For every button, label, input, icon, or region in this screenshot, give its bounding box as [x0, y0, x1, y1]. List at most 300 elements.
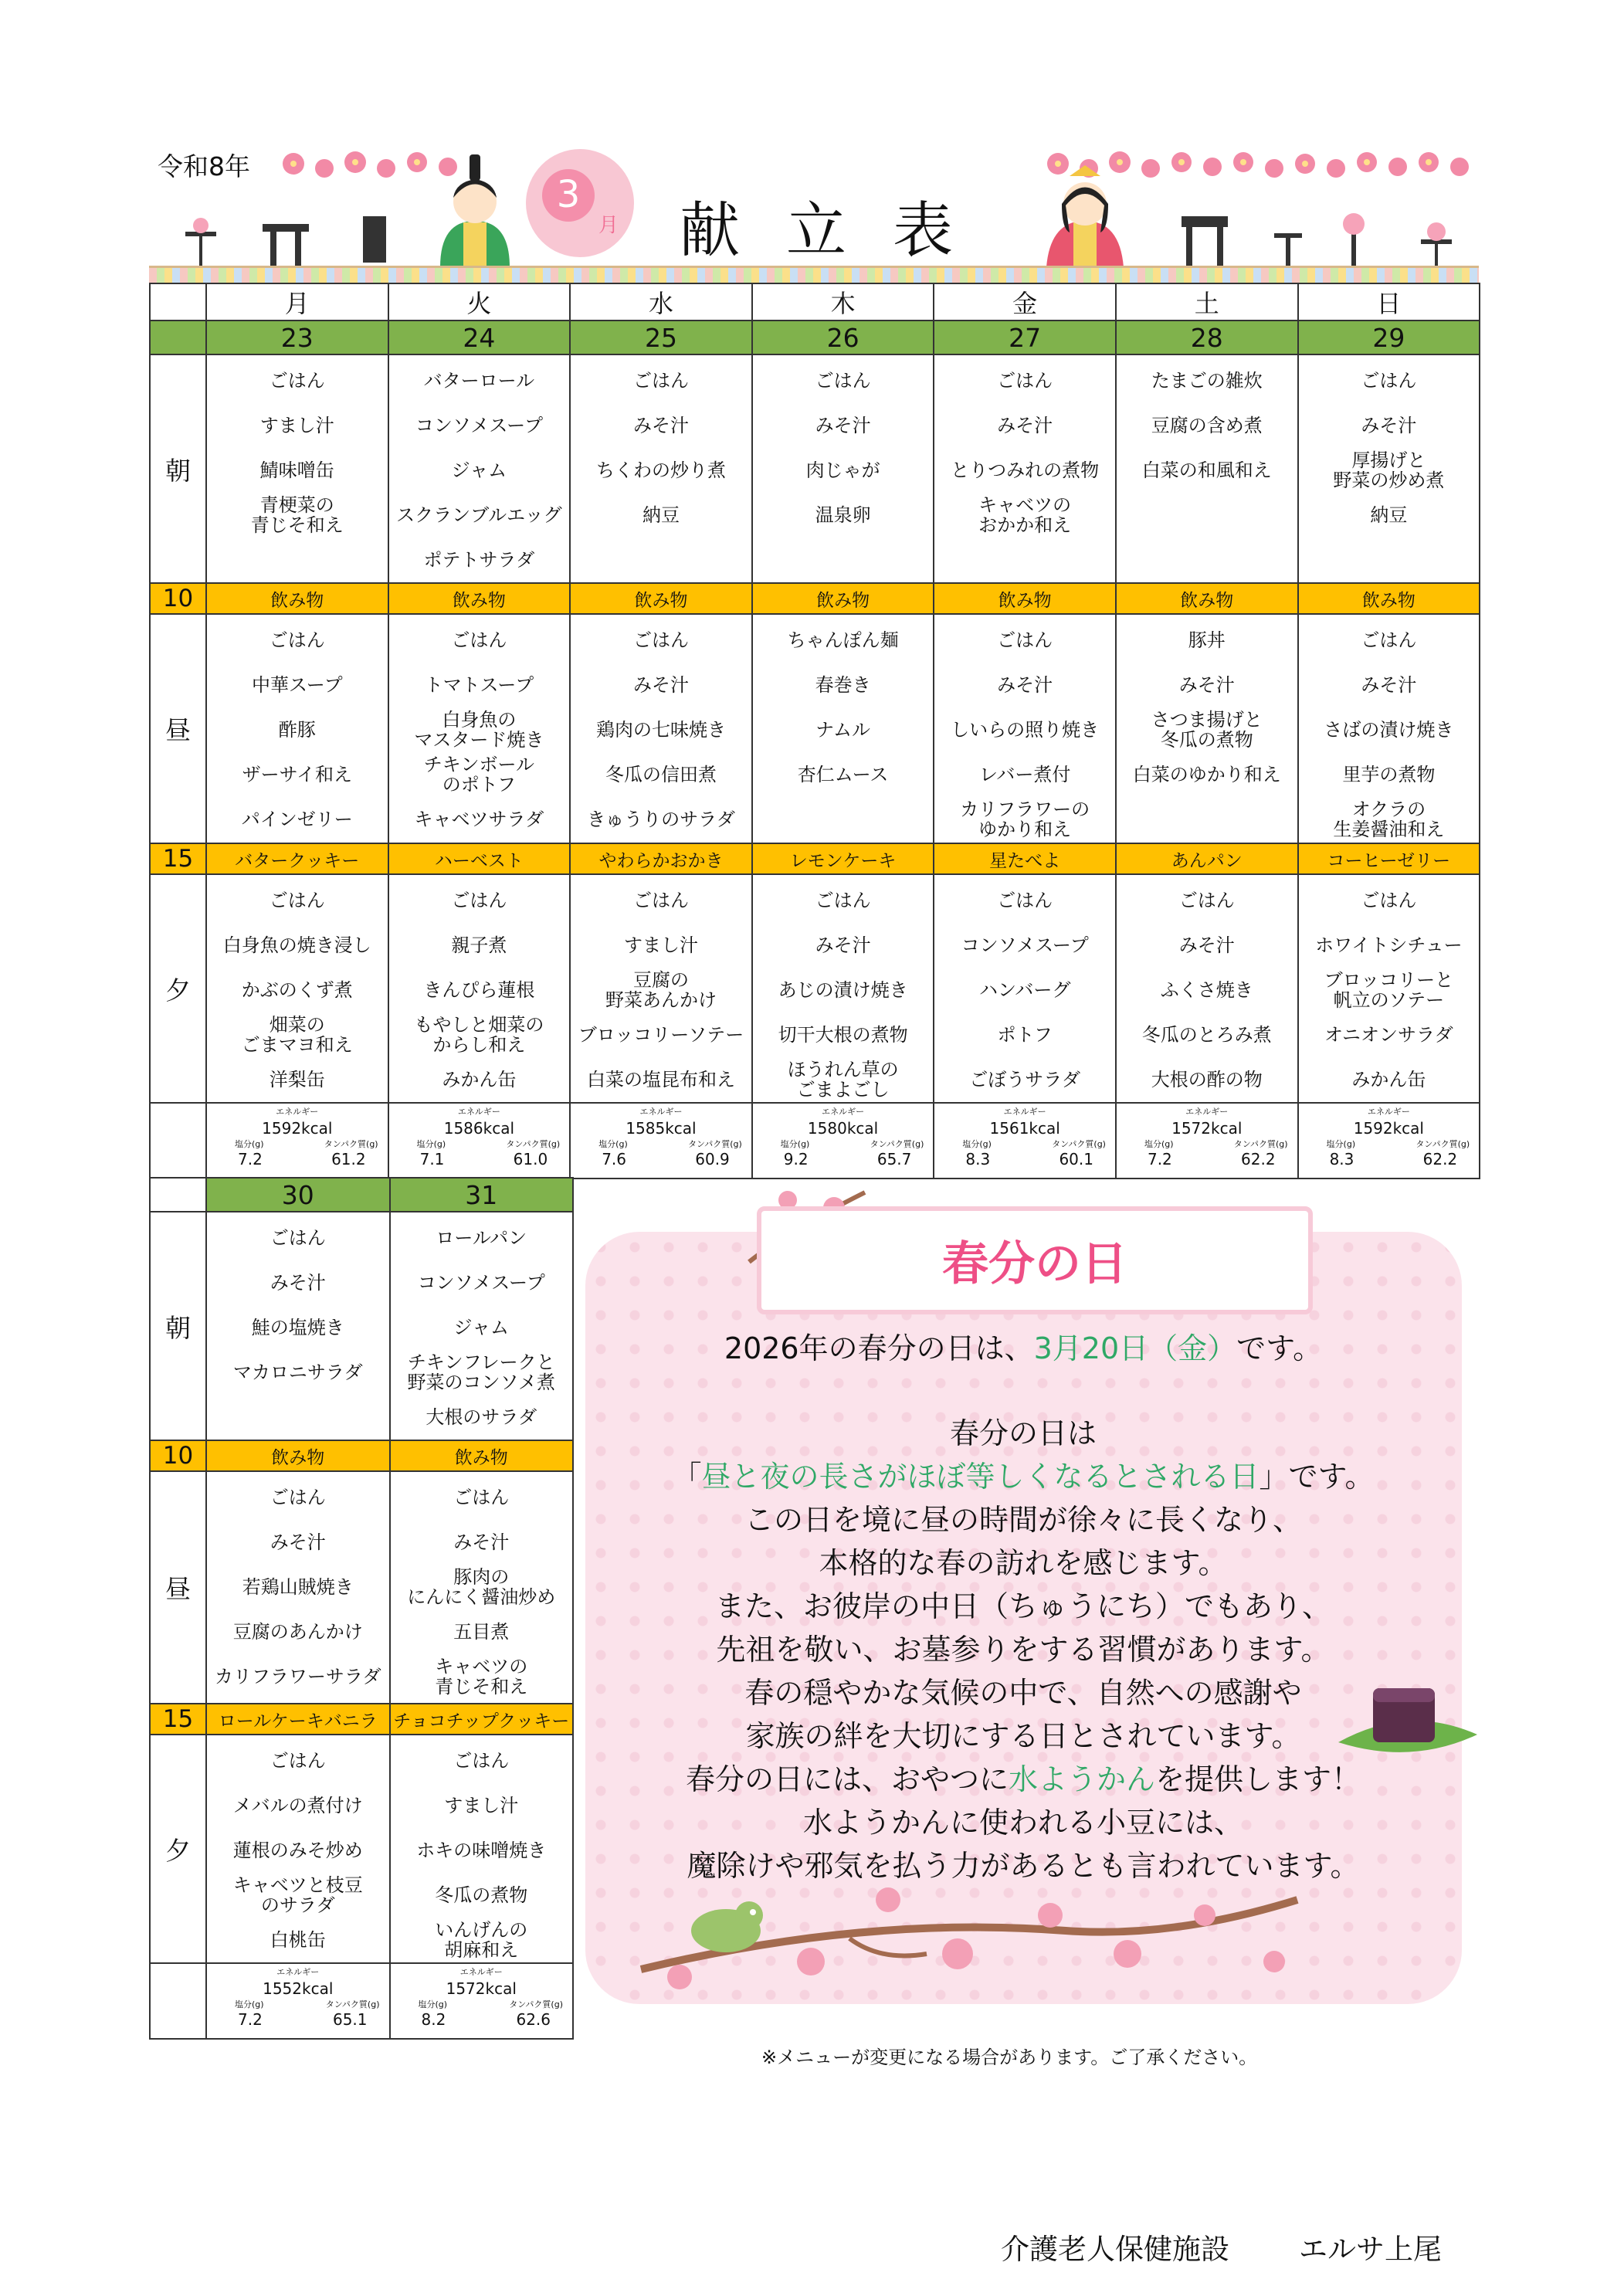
menu-item: ごはん — [632, 629, 689, 651]
menu-item: みそ汁 — [815, 415, 871, 436]
panel-definition-highlight: 昼と夜の長さがほぼ等しくなるとされる日 — [701, 1460, 1260, 1494]
menu-item: とりつみれの煮物 — [951, 460, 1100, 481]
snack10-item: 飲み物 — [1116, 583, 1298, 614]
menu-item: 五目煮 — [453, 1621, 510, 1643]
protein-value: 62.2 — [1422, 1150, 1458, 1168]
menu-item: ごはん — [815, 370, 871, 392]
menu-item — [1299, 538, 1480, 582]
lunch-row — [150, 614, 1480, 843]
energy-label: エネルギー — [822, 1107, 865, 1117]
snack15-row — [150, 843, 1480, 874]
menu-item: 大根のサラダ — [425, 1406, 537, 1428]
panel-text: 春分の日には、おやつに — [685, 1762, 1009, 1796]
menu-item: 若鶏山賊焼き — [242, 1576, 354, 1598]
snack10-row — [150, 583, 1480, 614]
menu-item: 蓮根のみそ炒め — [232, 1840, 363, 1861]
panel-line-4: この日を境に昼の時間が徐々に長くなり、 — [744, 1503, 1302, 1537]
date-header: 30 — [206, 1178, 390, 1212]
energy-value: 1552kcal — [263, 1979, 334, 1998]
menu-item: 春巻き — [815, 674, 871, 696]
menu-item: 豚丼 — [1188, 629, 1226, 651]
menu-cell — [1116, 354, 1298, 583]
menu-item: みそ汁 — [632, 415, 689, 436]
menu-item: コンソメスープ — [961, 934, 1089, 956]
menu-item — [207, 538, 388, 582]
menu-item: バターロール — [423, 370, 535, 392]
salt-value: 8.3 — [1329, 1150, 1354, 1168]
corner-cell — [150, 283, 206, 320]
energy-label: エネルギー — [1367, 1107, 1410, 1117]
menu-item: みそ汁 — [997, 674, 1053, 696]
menu-item: ごはん — [269, 629, 325, 651]
menu-item: 白身魚の マスタード焼き — [414, 709, 544, 751]
corner-cell — [150, 1178, 206, 1212]
menu-cell — [388, 874, 571, 1103]
protein-label: タンパク質(g) — [687, 1139, 742, 1149]
menu-item: 冬瓜の信田煮 — [605, 764, 717, 785]
snack10-item: 飲み物 — [570, 583, 752, 614]
nutrition-cell — [1116, 1103, 1298, 1179]
female-hina-doll-icon — [1043, 159, 1127, 267]
menu-item: みかん缶 — [442, 1069, 517, 1090]
menu-item: ちゃんぽん麺 — [787, 629, 899, 651]
month-number: 3 — [556, 173, 581, 216]
menu-item: ほうれん草の ごまよごし — [787, 1059, 899, 1101]
breakfast-row — [150, 1212, 573, 1440]
dinner-label: 夕 — [150, 874, 206, 1103]
menu-item: しいらの照り焼き — [951, 719, 1100, 741]
salt-label: 塩分(g) — [416, 1139, 446, 1149]
date-header: 28 — [1116, 320, 1298, 354]
menu-item: トマトスープ — [424, 674, 534, 696]
snack10-item: 飲み物 — [1298, 583, 1480, 614]
weekday-header: 土 — [1116, 283, 1298, 320]
menu-item: 畑菜の ごまマヨ和え — [241, 1014, 353, 1056]
energy-value: 1592kcal — [1353, 1119, 1424, 1138]
energy-label: エネルギー — [459, 1967, 503, 1977]
weekday-header: 水 — [570, 283, 752, 320]
nutrition-cell — [934, 1103, 1116, 1179]
panel-line-1 — [587, 1328, 1460, 1368]
menu-item: たまごの雑炊 — [1151, 370, 1263, 392]
menu-item: 大根の酢の物 — [1151, 1069, 1263, 1090]
protein-label: タンパク質(g) — [506, 1139, 561, 1149]
menu-item — [1117, 493, 1297, 538]
menu-cell — [390, 1212, 574, 1440]
snack10-item: 飲み物 — [388, 583, 571, 614]
panel-date-highlight: 3月20日（金） — [1033, 1331, 1237, 1365]
menu-item: 酢豚 — [278, 719, 316, 741]
date-header: 26 — [752, 320, 934, 354]
nutrition-row — [150, 1103, 1480, 1179]
menu-item — [1117, 538, 1297, 582]
menu-item: 豆腐のあんかけ — [232, 1621, 363, 1643]
menu-item: コンソメスープ — [415, 415, 543, 436]
menu-item: 厚揚げと 野菜の炒め煮 — [1333, 449, 1445, 491]
snack15-item: あんパン — [1116, 843, 1298, 874]
salt-value: 7.2 — [238, 1150, 263, 1168]
date-header: 31 — [390, 1178, 574, 1212]
panel-line-6: また、お彼岸の中日（ちゅうにち）でもあり、 — [714, 1589, 1331, 1623]
menu-item — [571, 538, 751, 582]
energy-value: 1572kcal — [1171, 1119, 1243, 1138]
date-header: 24 — [388, 320, 571, 354]
change-notice: ※メニューが変更になる場合があります。ご了承ください。 — [761, 2047, 1258, 2068]
weekly-menu-table — [149, 283, 1480, 1179]
menu-item: ジャム — [451, 460, 507, 481]
menu-item: いんげんの 胡麻和え — [435, 1919, 528, 1961]
protein-value: 61.0 — [513, 1150, 548, 1168]
menu-item: 親子煮 — [451, 934, 507, 956]
corner-cell — [150, 320, 206, 354]
menu-item: 豆腐の 野菜あんかけ — [605, 969, 717, 1011]
menu-item — [934, 538, 1115, 582]
snack10-item: 飲み物 — [206, 583, 388, 614]
menu-item: すまし汁 — [259, 415, 334, 436]
protein-value: 60.9 — [695, 1150, 730, 1168]
menu-item: 鯖味噌缶 — [259, 460, 334, 481]
menu-item: 納豆 — [1370, 504, 1408, 526]
menu-cell — [1298, 614, 1480, 843]
menu-item: マカロニサラダ — [232, 1362, 363, 1383]
panel-line-7: 先祖を敬い、お墓参りをする習慣があります。 — [716, 1633, 1331, 1667]
menu-item: 杏仁ムース — [797, 764, 889, 785]
nutrition-cell — [1298, 1103, 1480, 1179]
menu-cell — [206, 1735, 390, 1963]
menu-item: 納豆 — [642, 504, 680, 526]
lunch-label: 昼 — [150, 1471, 206, 1704]
nutrition-cell — [206, 1963, 390, 2039]
menu-item: ごはん — [270, 1750, 326, 1772]
snack15-item: コーヒーゼリー — [1298, 843, 1480, 874]
salt-value: 9.2 — [783, 1150, 809, 1168]
male-hina-doll-icon — [432, 151, 517, 267]
menu-item: ロールパン — [436, 1227, 527, 1249]
weekday-header: 月 — [206, 283, 388, 320]
menu-item: ごはん — [632, 890, 689, 911]
menu-item: ジャム — [453, 1317, 510, 1338]
month-flower-badge — [522, 145, 638, 261]
menu-item: オクラの 生姜醤油和え — [1333, 799, 1445, 840]
energy-label: エネルギー — [457, 1107, 500, 1117]
menu-item: オニオンサラダ — [1324, 1024, 1453, 1046]
menu-item: ナムル — [815, 719, 870, 741]
menu-item: スクランブルエッグ — [396, 504, 562, 526]
menu-item: みそ汁 — [632, 674, 689, 696]
menu-item: キャベツの おかか和え — [978, 494, 1072, 536]
menu-item: きんぴら蓮根 — [423, 979, 535, 1001]
nutrition-cell — [570, 1103, 752, 1179]
panel-line-5: 本格的な春の訪れを感じます。 — [819, 1546, 1228, 1580]
menu-cell — [206, 1471, 390, 1704]
menu-item: みそ汁 — [1178, 674, 1235, 696]
salt-label: 塩分(g) — [418, 1999, 448, 2009]
menu-item: ごはん — [1361, 629, 1417, 651]
panel-text: を提供します！ — [1155, 1762, 1361, 1796]
menu-item: 冬瓜の煮物 — [435, 1884, 528, 1906]
snack15-item: やわらかおかき — [570, 843, 752, 874]
dinner-row — [150, 1735, 573, 1963]
menu-item: 切干大根の煮物 — [778, 1024, 908, 1046]
menu-cell — [934, 614, 1116, 843]
menu-item: メバルの煮付け — [232, 1795, 363, 1816]
menu-item: ごぼうサラダ — [969, 1069, 1081, 1090]
energy-value: 1586kcal — [443, 1119, 515, 1138]
menu-item: ごはん — [1361, 370, 1417, 392]
panel-line-9: 家族の絆を大切にする日とされています。 — [745, 1719, 1301, 1753]
menu-cell — [388, 614, 571, 843]
panel-line-11: 水ようかんに使われる小豆には、 — [802, 1806, 1243, 1840]
menu-item: チキンボール のポトフ — [423, 754, 535, 795]
menu-item: きゅうりのサラダ — [587, 809, 735, 830]
weekday-header: 金 — [934, 283, 1116, 320]
energy-value: 1572kcal — [446, 1979, 517, 1998]
menu-item: ごはん — [451, 890, 507, 911]
menu-item: パインゼリー — [241, 809, 353, 830]
menu-item: ポトフ — [997, 1024, 1053, 1046]
menu-item: かぶのくず煮 — [241, 979, 353, 1001]
menu-item — [753, 797, 934, 842]
menu-item: 鮭の塩焼き — [251, 1317, 344, 1338]
snack10-item: 飲み物 — [390, 1440, 574, 1471]
breakfast-label: 朝 — [150, 354, 206, 583]
menu-item — [753, 538, 934, 582]
menu-item: ブロッコリーソテー — [578, 1024, 744, 1046]
salt-label: 塩分(g) — [780, 1139, 810, 1149]
menu-item: ごはん — [997, 370, 1053, 392]
protein-label: タンパク質(g) — [324, 1139, 378, 1149]
energy-value: 1561kcal — [989, 1119, 1060, 1138]
panel-yokan-highlight: 水ようかん — [1008, 1762, 1155, 1796]
menu-item: ホキの味噌焼き — [416, 1840, 547, 1861]
panel-text: です。 — [1236, 1331, 1323, 1365]
menu-item: みかん缶 — [1351, 1069, 1426, 1090]
nutrition-row — [150, 1963, 573, 2039]
menu-item: カリフラワーサラダ — [214, 1666, 381, 1687]
energy-value: 1585kcal — [626, 1119, 697, 1138]
breakfast-label: 朝 — [150, 1212, 206, 1440]
menu-cell — [570, 354, 752, 583]
energy-label: エネルギー — [276, 1967, 320, 1977]
menu-item: 洋梨缶 — [269, 1069, 325, 1090]
date-header: 27 — [934, 320, 1116, 354]
energy-value: 1592kcal — [262, 1119, 333, 1138]
snack10-row — [150, 1440, 573, 1471]
menu-cell — [934, 354, 1116, 583]
menu-item: 白菜の塩昆布和え — [586, 1069, 735, 1090]
menu-item: みそ汁 — [815, 934, 871, 956]
snack15-item: チョコチップクッキー — [390, 1704, 574, 1735]
panel-line-8: 春の穏やかな気候の中で、自然への感謝や — [744, 1676, 1302, 1710]
snack10-item: 飲み物 — [206, 1440, 390, 1471]
menu-item: みそ汁 — [997, 415, 1053, 436]
menu-item: みそ汁 — [270, 1272, 326, 1294]
energy-label: エネルギー — [1185, 1107, 1229, 1117]
protein-label: タンパク質(g) — [1233, 1139, 1288, 1149]
snack15-item: ハーベスト — [388, 843, 571, 874]
menu-item: キャベツサラダ — [414, 809, 544, 830]
menu-cell — [388, 354, 571, 583]
protein-value: 62.2 — [1241, 1150, 1276, 1168]
menu-item: 青梗菜の 青じそ和え — [250, 494, 344, 536]
menu-item: ふくさ焼き — [1160, 979, 1253, 1001]
menu-item: ブロッコリーと 帆立のソテー — [1324, 969, 1454, 1011]
menu-item: キャベツの 青じそ和え — [435, 1656, 528, 1697]
menu-item: あじの漬け焼き — [778, 979, 908, 1001]
page-title: 献立表 — [680, 196, 1000, 266]
menu-item: ごはん — [1178, 890, 1235, 911]
menu-item: すまし汁 — [444, 1795, 519, 1816]
menu-item: 中華スープ — [251, 674, 343, 696]
panel-text: 「 — [672, 1460, 702, 1494]
menu-item: みそ汁 — [1178, 934, 1235, 956]
menu-cell — [206, 874, 388, 1103]
menu-item: もやしと畑菜の からし和え — [414, 1014, 544, 1056]
energy-label: エネルギー — [1003, 1107, 1046, 1117]
salt-label: 塩分(g) — [1144, 1139, 1174, 1149]
nutrition-cell — [206, 1103, 388, 1179]
nutrition-cell — [388, 1103, 571, 1179]
week2-menu-table — [149, 1177, 574, 2040]
salt-label: 塩分(g) — [962, 1139, 992, 1149]
snack10-label: 10 — [150, 1440, 206, 1471]
salt-value: 7.1 — [419, 1150, 445, 1168]
salt-value: 7.6 — [602, 1150, 626, 1168]
protein-value: 60.1 — [1059, 1150, 1093, 1168]
corner-cell — [150, 1963, 206, 2039]
snack15-item: バタークッキー — [206, 843, 388, 874]
salt-value: 7.2 — [1147, 1150, 1172, 1168]
protein-value: 61.2 — [331, 1150, 366, 1168]
lunch-label: 昼 — [150, 614, 206, 843]
energy-label: エネルギー — [639, 1107, 683, 1117]
snack15-item: ロールケーキバニラ — [206, 1704, 390, 1735]
menu-cell — [1298, 874, 1480, 1103]
protein-label: タンパク質(g) — [1415, 1139, 1470, 1149]
panel-line-10 — [587, 1759, 1460, 1799]
snack15-label: 15 — [150, 843, 206, 874]
salt-label: 塩分(g) — [1326, 1139, 1356, 1149]
menu-item — [1117, 797, 1297, 842]
facility-type: 介護老人保健施設 — [1001, 2233, 1229, 2266]
facility-name: エルサ上尾 — [1299, 2233, 1442, 2266]
snack15-label: 15 — [150, 1704, 206, 1735]
date-header: 29 — [1298, 320, 1480, 354]
dinner-label: 夕 — [150, 1735, 206, 1963]
menu-item: ごはん — [451, 629, 507, 651]
protein-value: 62.6 — [516, 2010, 551, 2029]
panel-text: 」です。 — [1259, 1460, 1375, 1494]
salt-value: 8.2 — [421, 2010, 446, 2029]
menu-item: 白菜のゆかり和え — [1132, 764, 1281, 785]
menu-item: ごはん — [1361, 890, 1417, 911]
menu-cell — [752, 354, 934, 583]
panel-line-3 — [587, 1457, 1460, 1497]
snack15-item: 星たべよ — [934, 843, 1116, 874]
month-suffix: 月 — [598, 214, 619, 237]
menu-item: 温泉卵 — [815, 504, 871, 526]
protein-label: タンパク質(g) — [509, 1999, 563, 2009]
protein-label: タンパク質(g) — [325, 1999, 380, 2009]
salt-value: 8.3 — [965, 1150, 991, 1168]
menu-item: キャベツと枝豆 のサラダ — [232, 1874, 363, 1916]
snack10-item: 飲み物 — [934, 583, 1116, 614]
menu-item: 里芋の煮物 — [1342, 764, 1436, 785]
menu-cell — [570, 614, 752, 843]
menu-item: レバー煮付 — [979, 764, 1071, 785]
panel-title: 春分の日 — [757, 1206, 1313, 1314]
menu-item: みそ汁 — [270, 1531, 326, 1553]
menu-item: 豚肉の にんにく醤油炒め — [407, 1566, 556, 1608]
menu-item: 白菜の和風和え — [1141, 460, 1272, 481]
menu-item: ごはん — [453, 1750, 510, 1772]
menu-cell — [206, 1212, 390, 1440]
energy-label: エネルギー — [276, 1107, 319, 1117]
menu-item: カリフラワーの ゆかり和え — [960, 799, 1090, 840]
menu-cell — [934, 874, 1116, 1103]
weekday-header: 火 — [388, 283, 571, 320]
menu-item: ごはん — [815, 890, 871, 911]
menu-item: チキンフレークと 野菜のコンソメ煮 — [407, 1351, 556, 1393]
menu-item: ごはん — [269, 890, 325, 911]
menu-item: ハンバーグ — [979, 979, 1071, 1001]
snack15-row — [150, 1704, 573, 1735]
snack10-label: 10 — [150, 583, 206, 614]
menu-item: 冬瓜のとろみ煮 — [1141, 1024, 1272, 1046]
dinner-row — [150, 874, 1480, 1103]
energy-value: 1580kcal — [807, 1119, 879, 1138]
menu-item: 白身魚の焼き浸し — [222, 934, 371, 956]
menu-item: ごはん — [269, 370, 325, 392]
protein-value: 65.1 — [332, 2010, 368, 2029]
date-row — [150, 320, 1480, 354]
panel-line-12: 魔除けや邪気を払う力があるとも言われています。 — [687, 1849, 1360, 1883]
menu-item: ポテトサラダ — [423, 549, 535, 571]
weekday-row — [150, 283, 1480, 320]
menu-item: ごはん — [997, 890, 1053, 911]
salt-label: 塩分(g) — [235, 1139, 264, 1149]
weekday-header: 日 — [1298, 283, 1480, 320]
menu-cell — [752, 874, 934, 1103]
date-header: 25 — [570, 320, 752, 354]
salt-label: 塩分(g) — [235, 1999, 264, 2009]
menu-cell — [1116, 614, 1298, 843]
menu-item: すまし汁 — [623, 934, 698, 956]
snack15-item: レモンケーキ — [752, 843, 934, 874]
menu-cell — [1116, 874, 1298, 1103]
menu-cell — [570, 874, 752, 1103]
menu-item: ごはん — [270, 1227, 326, 1249]
salt-label: 塩分(g) — [598, 1139, 628, 1149]
menu-item: ごはん — [632, 370, 689, 392]
menu-item: 豆腐の含め煮 — [1151, 415, 1263, 436]
protein-value: 65.7 — [876, 1150, 912, 1168]
bird-on-plum-branch-icon — [633, 1869, 1313, 2000]
menu-item: ごはん — [270, 1487, 326, 1508]
menu-item: ザーサイ和え — [242, 764, 352, 785]
menu-cell — [390, 1735, 574, 1963]
snack10-item: 飲み物 — [752, 583, 934, 614]
protein-label: タンパク質(g) — [870, 1139, 924, 1149]
corner-cell — [150, 1103, 206, 1179]
menu-item: みそ汁 — [1361, 674, 1417, 696]
menu-item: ごはん — [997, 629, 1053, 651]
salt-value: 7.2 — [238, 2010, 263, 2029]
facility-footer — [1001, 2226, 1442, 2267]
menu-item: さつま揚げと 冬瓜の煮物 — [1151, 709, 1263, 751]
menu-item: さばの漬け焼き — [1324, 719, 1454, 741]
menu-item: 白桃缶 — [270, 1929, 326, 1951]
